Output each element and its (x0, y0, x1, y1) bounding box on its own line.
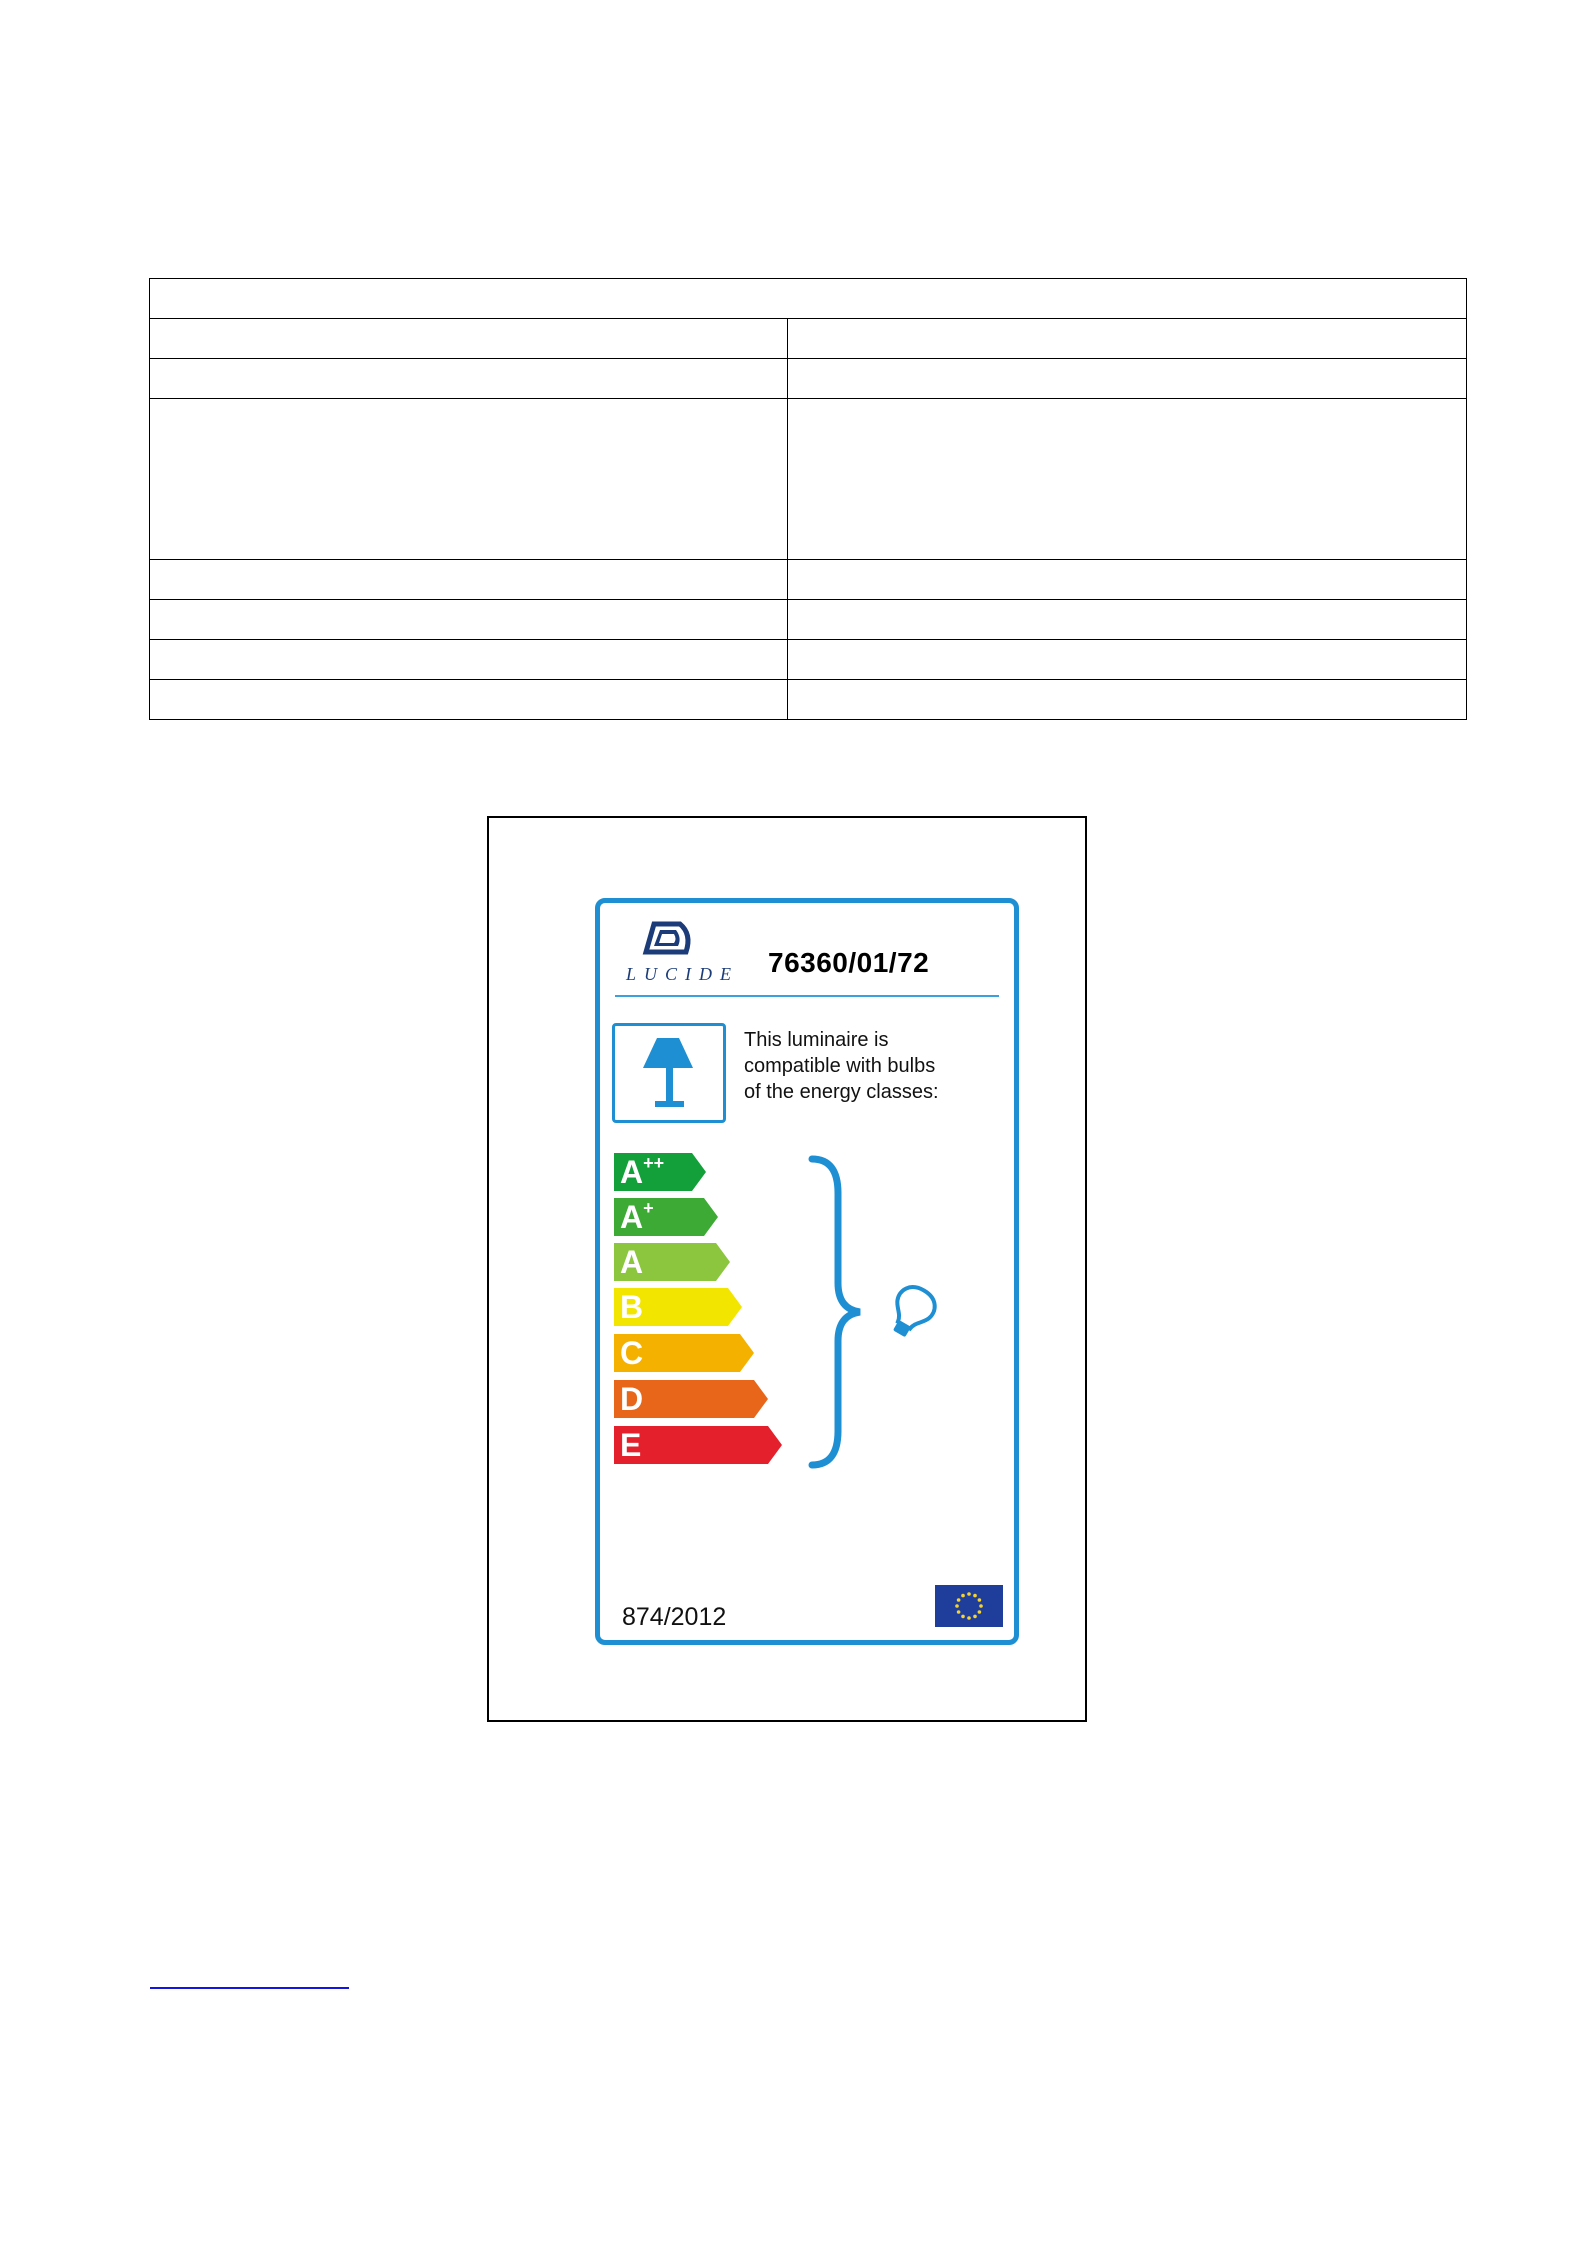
table-cell (788, 640, 1467, 680)
footnote-separator (150, 1987, 349, 1989)
table-lamp-icon (615, 1026, 723, 1120)
compat-line: This luminaire is (744, 1029, 889, 1051)
table-cell (150, 600, 788, 640)
table-row (150, 600, 1467, 640)
lamp-icon-box (612, 1023, 726, 1123)
table-row (150, 640, 1467, 680)
energy-class-arrow (614, 1153, 714, 1191)
table-cell (150, 359, 788, 399)
class-sup: ++ (643, 1153, 665, 1173)
energy-class-arrow (614, 1334, 759, 1372)
table-cell (788, 399, 1467, 560)
class-letter: A (620, 1244, 644, 1280)
class-sup: + (643, 1198, 654, 1218)
table-cell (150, 560, 788, 600)
energy-label (595, 898, 1019, 1645)
table-row (150, 359, 1467, 399)
table-row (150, 680, 1467, 720)
compat-line: compatible with bulbs (744, 1055, 936, 1077)
energy-class-arrow (614, 1380, 774, 1418)
class-letter: E (620, 1427, 642, 1463)
compatibility-text (744, 1027, 1004, 1105)
table-header-row (150, 279, 1467, 319)
table-cell (788, 319, 1467, 359)
class-letter: A (620, 1154, 644, 1190)
lucide-logo (620, 918, 740, 988)
table-header-cell (150, 279, 1467, 319)
class-letter: C (620, 1335, 644, 1371)
energy-class-arrow (614, 1288, 744, 1326)
curly-brace-icon (808, 1153, 868, 1471)
table-cell (150, 640, 788, 680)
table-cell (150, 399, 788, 560)
table-cell (788, 680, 1467, 720)
energy-class-arrow (614, 1243, 734, 1281)
table-cell (788, 560, 1467, 600)
table-cell (150, 319, 788, 359)
table-cell (788, 359, 1467, 399)
class-letter: A (620, 1199, 644, 1235)
class-letter: D (620, 1381, 644, 1417)
table-cell (150, 680, 788, 720)
energy-class-arrow (614, 1198, 724, 1236)
table-row (150, 399, 1467, 560)
brand-text: LUCIDE (626, 964, 740, 984)
energy-label-frame (487, 816, 1087, 1722)
energy-class-scale (614, 1153, 814, 1473)
table-row (150, 319, 1467, 359)
table-row (150, 560, 1467, 600)
class-letter: B (620, 1289, 644, 1325)
regulation-number: 874/2012 (622, 1603, 727, 1631)
model-number: 76360/01/72 (768, 947, 930, 978)
light-bulb-icon (875, 1283, 947, 1343)
compat-line: of the energy classes: (744, 1081, 939, 1103)
specification-table (149, 278, 1467, 720)
energy-class-arrow (614, 1426, 789, 1464)
table-cell (788, 600, 1467, 640)
eu-flag-icon (935, 1585, 1003, 1627)
header-divider (615, 995, 999, 997)
